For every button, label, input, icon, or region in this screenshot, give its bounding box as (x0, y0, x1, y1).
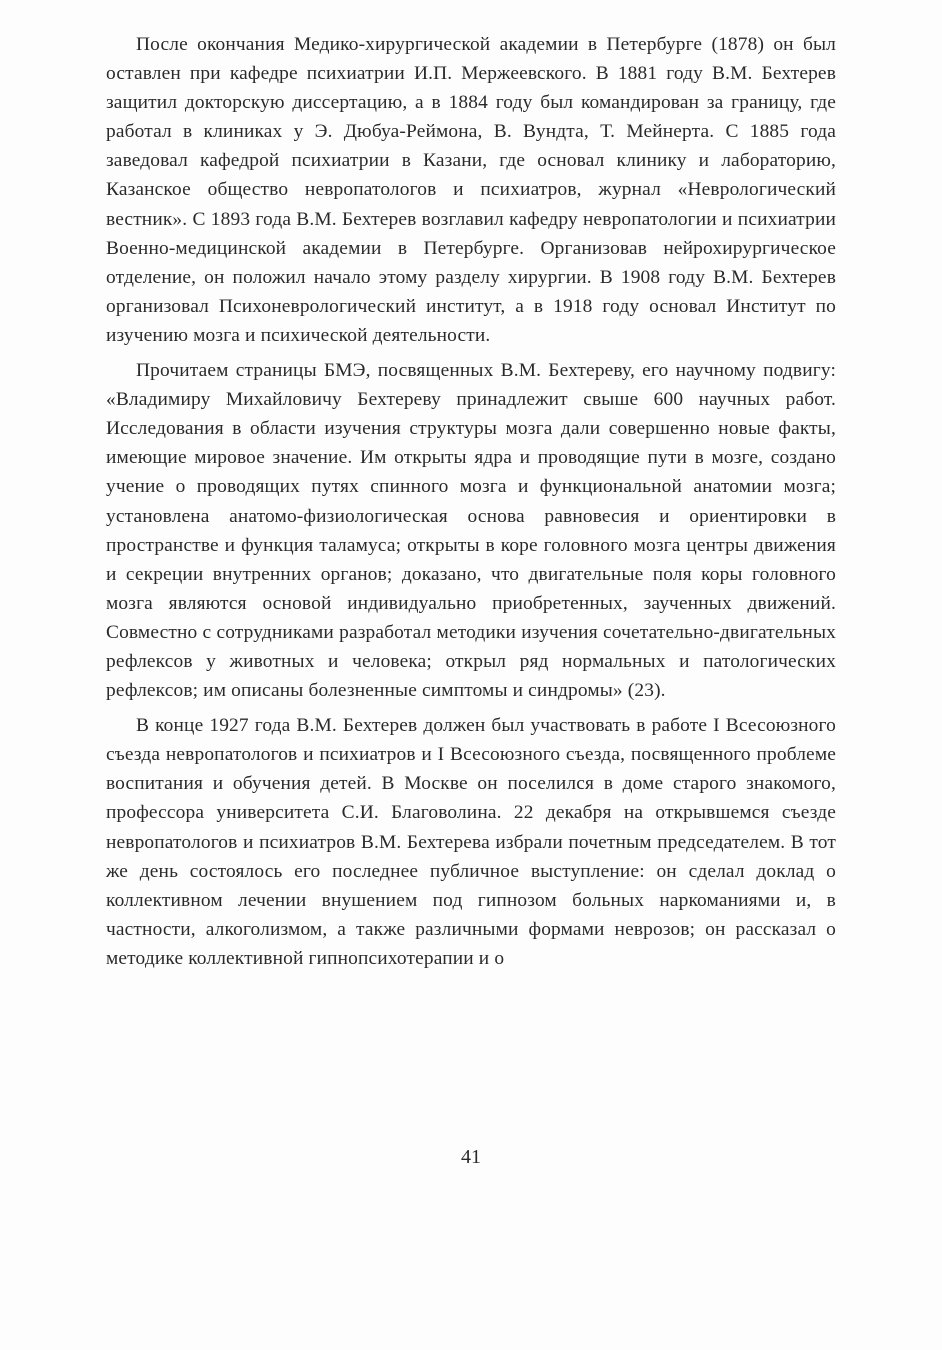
paragraph-1: После окончания Медико-хирургической академии в Петербурге (1878) он был оставлен при кафедре психиатрии И.П. Мержеевского. В 1881 году В.М. Бехтерев защитил докторскую диссертацию, а в 1884 году был командирован за границу, где работал в клиниках у Э. Дюбуа-Реймона, В. Вундта, Т. Мейнерта. С 1885 года заведовал кафедрой психиатрии в Казани, где основал клинику и лабораторию, Казанское общество невропатологов и психиатров, журнал «Неврологический вестник». С 1893 года В.М. Бехтерев возглавил кафедру невропатологии и психиатрии Военно-медицинской академии в Петербурге. Организовав нейрохирургическое отделение, он положил начало этому разделу хирургии. В 1908 году В.М. Бехтерев организовал Психоневрологический институт, а в 1918 году основал Институт по изучению мозга и психической деятельности. (106, 34, 836, 346)
page-number: 41 (461, 1146, 481, 1168)
body-text (106, 30, 836, 979)
paragraph-2: Прочитаем страницы БМЭ, посвященных В.М. Бехтереву, его научному подвигу: «Владимиру Михайловичу Бехтереву принадлежит свыше 600 научных работ. Исследования в области изучения структуры мозга дали совершенно новые факты, имеющие мировое значение. Им открыты ядра и проводящие пути в мозге, создано учение о проводящих путях спинного мозга и функциональной анатомии мозга; установлена анатомо-физиологическая основа равновесия и ориентировки в пространстве и функция таламуса; открыты в коре головного мозга центры движения и секреции внутренних органов; доказано, что двигательные поля коры головного мозга являются основой индивидуально приобретенных, заученных движений. Совместно с сотрудниками разработал методики изучения сочетательно-двигательных рефлексов у животных и человека; открыл ряд нормальных и патологических рефлексов; им описаны болезненные симптомы и синдромы» (23). (106, 360, 836, 702)
paragraph-3: В конце 1927 года В.М. Бехтерев должен был участвовать в работе I Всесоюзного съезда невропатологов и психиатров и I Всесоюзного съезда, посвященного проблеме воспитания и обучения детей. В Москве он поселился в доме старого знакомого, профессора университета С.И. Благоволина. 22 декабря на открывшемся съезде невропатологов и психиатров В.М. Бехтерева избрали почетным председателем. В тот же день состоялось его последнее публичное выступление: он сделал доклад о коллективном лечении внушением под гипнозом больных наркоманиями и, в частности, алкоголизмом, а также различными формами неврозов; он рассказал о методике коллективной гипнопсихотерапии и о (106, 715, 836, 969)
